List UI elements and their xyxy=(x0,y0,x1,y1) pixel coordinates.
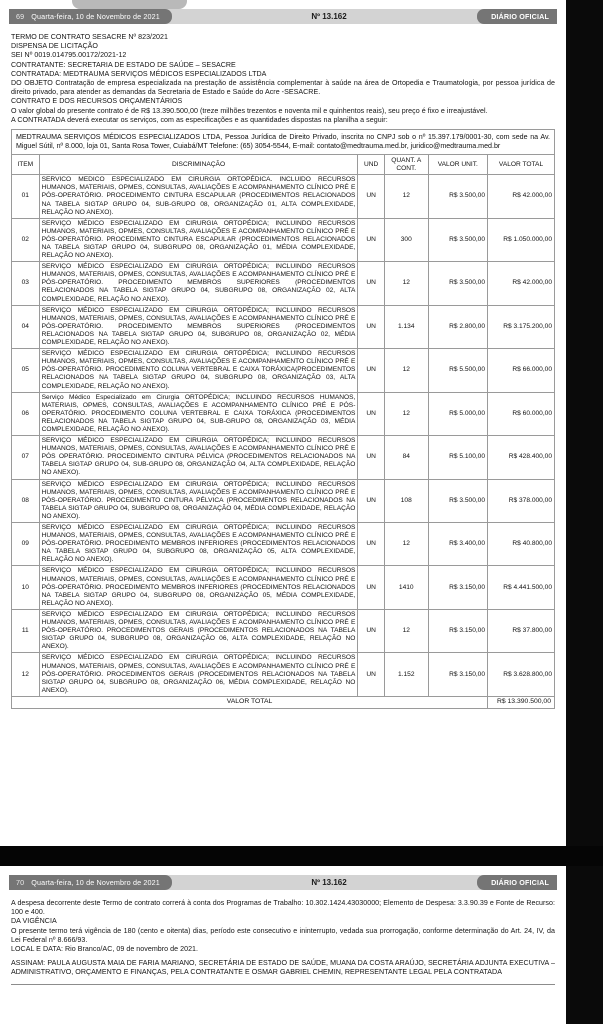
cell-item: 04 xyxy=(12,305,40,348)
table-row xyxy=(12,653,555,696)
cell-unit: UN xyxy=(358,305,385,348)
cell-unit: UN xyxy=(358,218,385,261)
validity-heading: DA VIGÊNCIA xyxy=(11,917,57,926)
cell-discrimination: SERVIÇO MÉDICO ESPECIALIZADO EM CIRURGIA ORTOPÉDICA; INCLUINDO RECURSOS HUMANOS, MATERIAIS, OPMES, CONSULTAS, AVALIAÇÕES E ACOMPANHAMENTO CLÍNICO PRÉ E PÓS OPERATÓRIO. PROCEDIMENTO CINTURA PÉLVICA (PROCEDIMENTOS RELACIONADOS NA TABELA SIGTAP GRUPO 04, SUB-GRUPO 08, ORGANIZAÇÃO 04, ALTA COMPLEXIDADE, RELAÇÃO NO ANEXO). xyxy=(39,436,358,479)
cell-unit-value: R$ 5.100,00 xyxy=(428,436,488,479)
cell-unit: UN xyxy=(358,436,385,479)
cell-unit: UN xyxy=(358,609,385,652)
contracted-company-details: MEDTRAUMA SERVIÇOS MÉDICOS ESPECIALIZADOS LTDA, Pessoa Jurídica de Direito Privado, inscrita no CNPJ sob o nº 15.397.179/0001-30, com sede na Av. Miguel Sútil, nº 8.000, loja 01, Santa Rosa Tower, Cuiabá/MT Telefone: (65) 3054-5544, E-mail: contato@medtrauma.med.br, juridico@medtrauma.med.br xyxy=(11,129,555,154)
cell-total-value: R$ 3.628.800,00 xyxy=(488,653,555,696)
cell-unit: UN xyxy=(358,175,385,218)
cell-unit-value: R$ 3.500,00 xyxy=(428,479,488,522)
masthead-date: Quarta-feira, 10 de Novembro de 2021 xyxy=(31,878,160,887)
cell-unit: UN xyxy=(358,653,385,696)
cell-total-value: R$ 1.050.000,00 xyxy=(488,218,555,261)
col-header-quantity-line1: QUANT. A xyxy=(391,157,422,165)
cell-item: 02 xyxy=(12,218,40,261)
cell-unit-value: R$ 3.150,00 xyxy=(428,609,488,652)
bidding-waiver-line: DISPENSA DE LICITAÇÃO xyxy=(11,42,98,51)
cell-quantity: 108 xyxy=(384,479,428,522)
viewer-right-margin xyxy=(566,0,603,1024)
table-row xyxy=(12,523,555,566)
masthead-left xyxy=(9,875,172,890)
contracting-party-line: CONTRATANTE: SECRETARIA DE ESTADO DE SAÚDE – SESACRE xyxy=(11,60,236,69)
table-row xyxy=(12,479,555,522)
grand-total-label: VALOR TOTAL xyxy=(12,696,488,708)
masthead-issue: Nº 13.162 xyxy=(164,875,486,890)
col-header-quantity-line2: CONT. xyxy=(396,164,417,172)
signatories-paragraph: ASSINAM: PAULA AUGUSTA MAIA DE FARIA MARIANO, SECRETÁRIA DE ESTADO DE SAÚDE, MUANA DA COSTA ARAÚJO, SECRETÁRIA ADJUNTA EXECUTIVA – ADMINISTRATIVO, ORÇAMENTO E FINANÇAS, PELA CONTRATANTE E OSMAR GABRIEL CHEMIN, REPRESENTANTE LEGAL PELA CONTRATADA xyxy=(11,959,555,977)
grand-total-row xyxy=(12,696,555,708)
page-separator-gap xyxy=(0,846,603,866)
object-paragraph: DO OBJETO Contratação de empresa especializada na prestação de assistência complementar à saúde na área de Ortopedia e Traumatologia, por pessoa jurídica de direito privado, para atender as demandas da Secretaria de Estado e Saúde do Acre -SESACRE. xyxy=(11,79,555,97)
col-header-quantity xyxy=(384,155,428,175)
cell-item: 01 xyxy=(12,175,40,218)
cell-item: 06 xyxy=(12,392,40,435)
cell-unit-value: R$ 5.500,00 xyxy=(428,349,488,392)
cell-quantity: 12 xyxy=(384,262,428,305)
budget-resources-line: CONTRATO E DOS RECURSOS ORÇAMENTÁRIOS xyxy=(11,97,183,106)
cell-discrimination: SERVIÇO MÉDICO ESPECIALIZADO EM CIRURGIA ORTOPÉDICA; INCLUINDO RECURSOS HUMANOS, MATERIAIS, OPMES, CONSULTAS, AVALIAÇÕES E ACOMPANHAMENTO CLÍNICO PRÉ E PÓS-OPERATÓRIO. PROCEDIMENTO MEMBROS SUPERIORES (PROCEDIMENTOS RELACIONADOS NA TABELA SIGTAP GRUPO 04, SUBGRUPO 08, ORGANIZAÇÃO 02, ALTA COMPLEXIDADE, RELAÇÃO NO ANEXO). xyxy=(39,262,358,305)
cell-unit: UN xyxy=(358,392,385,435)
col-header-total-value: VALOR TOTAL xyxy=(488,155,555,175)
table-row xyxy=(12,175,555,218)
table-row xyxy=(12,609,555,652)
masthead-publication: DIÁRIO OFICIAL xyxy=(477,875,557,890)
col-header-unit: UND xyxy=(358,155,385,175)
cell-unit-value: R$ 3.500,00 xyxy=(428,175,488,218)
table-row xyxy=(12,218,555,261)
cell-item: 07 xyxy=(12,436,40,479)
table-row xyxy=(12,262,555,305)
cell-unit-value: R$ 3.400,00 xyxy=(428,523,488,566)
cell-item: 08 xyxy=(12,479,40,522)
cell-quantity: 12 xyxy=(384,392,428,435)
cell-discrimination: SERVIÇO MÉDICO ESPECIALIZADO EM CIRURGIA ORTOPÉDICA; INCLUINDO RECURSOS HUMANOS, MATERIAIS, OPMES, CONSULTAS, AVALIAÇÕES E ACOMPANHAMENTO CLÍNICO PRÉ E PÓS-OPERATÓRIO. PROCEDIMENTO COLUNA VERTEBRAL E CAIXA TORÁXICA(PROCEDIMENTOS RELACIONADOS NA TABELA SIGTAP GRUPO 04, SUBGRUPO 08, ORGANIZAÇÃO 03, ALTA COMPLEXIDADE, RELAÇÃO NO ANEXO). xyxy=(39,349,358,392)
cell-item: 03 xyxy=(12,262,40,305)
col-header-discrimination: DISCRIMINAÇÃO xyxy=(39,155,358,175)
cell-quantity: 1.152 xyxy=(384,653,428,696)
cell-discrimination: Serviço Médico Especializado em Cirurgia ORTOPÉDICA; INCLUINDO RECURSOS HUMANOS, MATERIAIS, OPMES, CONSULTAS, AVALIAÇÕES E ACOMPANHAMENTO CLÍNICO PRÉ E PÓS-OPERATÓRIO. PROCEDIMENTO COLUNA VERTEBRAL E CAIXA TORÁXICA (PROCEDIMENTOS RELACIONADOS NA TABELA SIGTAP GRUPO 04, SUB-GRUPO 08, ORGANIZAÇÃO 03, MÉDIA COMPLEXIDADE, RELAÇÃO NO ANEXO). xyxy=(39,392,358,435)
cell-quantity: 300 xyxy=(384,218,428,261)
cell-total-value: R$ 428.400,00 xyxy=(488,436,555,479)
sei-number-line: SEI Nº 0019.014795.00172/2021-12 xyxy=(11,51,127,60)
cell-total-value: R$ 66.000,00 xyxy=(488,349,555,392)
place-and-date-line: LOCAL E DATA: Rio Branco/AC, 09 de novembro de 2021. xyxy=(11,945,199,954)
cell-total-value: R$ 40.800,00 xyxy=(488,523,555,566)
cell-quantity: 84 xyxy=(384,436,428,479)
cell-quantity: 1410 xyxy=(384,566,428,609)
cell-total-value: R$ 42.000,00 xyxy=(488,175,555,218)
global-value-paragraph: O valor global do presente contrato é de R$ 13.390.500,00 (treze milhões trezentos e noventa mil e quinhentos reais), seu preço é fixo e irreajustável. xyxy=(11,106,488,115)
page-70 xyxy=(0,866,566,1024)
cell-quantity: 12 xyxy=(384,523,428,566)
cell-item: 10 xyxy=(12,566,40,609)
cell-total-value: R$ 378.000,00 xyxy=(488,479,555,522)
cell-unit: UN xyxy=(358,566,385,609)
services-execution-line: A CONTRATADA deverá executar os serviços, com as especificações e as quantidades dispostas na planilha a seguir: xyxy=(11,115,388,124)
col-header-item: ITEM xyxy=(12,155,40,175)
items-table-foot xyxy=(12,696,555,708)
cell-unit-value: R$ 3.150,00 xyxy=(428,566,488,609)
cell-unit-value: R$ 2.800,00 xyxy=(428,305,488,348)
cell-total-value: R$ 37.800,00 xyxy=(488,609,555,652)
cell-quantity: 12 xyxy=(384,609,428,652)
page-number: 69 xyxy=(16,12,25,21)
cell-unit: UN xyxy=(358,523,385,566)
cell-item: 09 xyxy=(12,523,40,566)
items-table-head xyxy=(12,155,555,175)
cell-quantity: 1.134 xyxy=(384,305,428,348)
table-row xyxy=(12,305,555,348)
cell-total-value: R$ 42.000,00 xyxy=(488,262,555,305)
cell-quantity: 12 xyxy=(384,349,428,392)
cell-unit-value: R$ 3.500,00 xyxy=(428,218,488,261)
col-header-unit-value: VALOR UNIT. xyxy=(428,155,488,175)
cell-total-value: R$ 60.000,00 xyxy=(488,392,555,435)
cell-unit-value: R$ 3.150,00 xyxy=(428,653,488,696)
page-69-masthead xyxy=(9,9,557,24)
scan-artifact xyxy=(72,0,187,9)
table-header-row xyxy=(12,155,555,175)
masthead-issue: Nº 13.162 xyxy=(164,9,486,24)
table-row xyxy=(12,566,555,609)
table-row xyxy=(12,392,555,435)
cell-unit: UN xyxy=(358,349,385,392)
contract-term-line: TERMO DE CONTRATO SESACRE Nº 823/2021 xyxy=(11,33,168,41)
table-row xyxy=(12,349,555,392)
items-table-body xyxy=(12,175,555,697)
cell-quantity: 12 xyxy=(384,175,428,218)
cell-total-value: R$ 3.175.200,00 xyxy=(488,305,555,348)
cell-discrimination: SERVIÇO MÉDICO ESPECIALIZADO EM CIRURGIA ORTOPÉDICA; INCLUINDO RECURSOS HUMANOS, MATERIAIS, OPMES, CONSULTAS, AVALIAÇÕES E ACOMPANHAMENTO CLÍNICO PRÉ E PÓS-OPERATÓRIO. PROCEDIMENTO CINTURA PÉLVICA (PROCEDIMENTOS RELACIONADOS NA TABELA SIGTAP GRUPO 04, SUBGRUPO 08, ORGANIZAÇÃO 04, MÉDIA COMPLEXIDADE, RELAÇÃO NO ANEXO). xyxy=(39,479,358,522)
cell-item: 05 xyxy=(12,349,40,392)
cell-discrimination: SERVIÇO MÉDICO ESPECIALIZADO EM CIRURGIA ORTOPÉDICA; INCLUINDO RECURSOS HUMANOS, MATERIAIS, OPMES, CONSULTAS, AVALIAÇÕES E ACOMPANHAMENTO CLÍNICO PRÉ E PÓS-OPERATÓRIO. PROCEDIMENTO MEMBROS INFERIORES (PROCEDIMENTOS RELACIONADOS NA TABELA SIGTAP GRUPO 04, SUBGRUPO 08, ORGANIZAÇÃO 05, ALTA COMPLEXIDADE, RELAÇÃO NO ANEXO). xyxy=(39,523,358,566)
page-number: 70 xyxy=(16,878,25,887)
contracted-party-line: CONTRATADA: MEDTRAUMA SERVIÇOS MÉDICOS ESPECIALIZADOS LTDA xyxy=(11,69,267,78)
masthead-date: Quarta-feira, 10 de Novembro de 2021 xyxy=(31,12,160,21)
table-row xyxy=(12,436,555,479)
cell-total-value: R$ 4.441.500,00 xyxy=(488,566,555,609)
cell-discrimination: SERVIÇO MÉDICO ESPECIALIZADO EM CIRURGIA ORTOPÉDICA; INCLUINDO RECURSOS HUMANOS, MATERIAIS, OPMES, CONSULTAS, AVALIAÇÕES E ACOMPANHAMENTO CLÍNICO PRÉ E PÓS-OPERATÓRIO. PROCEDIMENTO MEMBROS SUPERIORES (PROCEDIMENTOS RELACIONADOS NA TABELA SIGTAP GRUPO 04, SUBGRUPO 08, ORGANIZAÇÃO 02, MÉDIA COMPLEXIDADE, RELAÇÃO NO ANEXO). xyxy=(39,305,358,348)
cell-unit: UN xyxy=(358,262,385,305)
cell-unit-value: R$ 3.500,00 xyxy=(428,262,488,305)
cell-item: 12 xyxy=(12,653,40,696)
masthead-left xyxy=(9,9,172,24)
cell-unit-value: R$ 5.000,00 xyxy=(428,392,488,435)
cell-discrimination: SERVIÇO MÉDICO ESPECIALIZADO EM CIRURGIA ORTOPÉDICA; INCLUINDO RECURSOS HUMANOS, MATERIAIS, OPMES, CONSULTAS, AVALIAÇÕES E ACOMPANHAMENTO CLÍNICO PRÉ E PÓS-OPERATÓRIO. PROCEDIMENTO MEMBROS INFERIORES (PROCEDIMENTOS RELACIONADOS NA TABELA SIGTAP GRUPO 04, SUBGRUPO 08, ORGANIZAÇÃO 05, MÉDIA COMPLEXIDADE, RELAÇÃO NO ANEXO). xyxy=(39,566,358,609)
cell-item: 11 xyxy=(12,609,40,652)
masthead-publication: DIÁRIO OFICIAL xyxy=(477,9,557,24)
page-70-masthead xyxy=(9,875,557,890)
page-69-body xyxy=(0,33,566,125)
validity-paragraph: O presente termo terá vigência de 180 (cento e oitenta) dias, período este consecutivo e ininterrupto, vedada sua prorrogação, conforme determinação do Art. 24, IV, da Lei Federal nº 8.666/93. xyxy=(11,926,555,944)
cell-discrimination: SERVIÇO MÉDICO ESPECIALIZADO EM CIRURGIA ORTOPÉDICA; INCLUINDO RECURSOS HUMANOS, MATERIAIS, OPMES, CONSULTAS, AVALIAÇÕES E ACOMPANHAMENTO CLÍNICO PRÉ E PÓS-OPERATÓRIO. PROCEDIMENTOS GERAIS (PROCEDIMENTOS RELACIONADOS NA TABELA SIGTAP GRUPO 04, SUBGRUPO 08, ORGANIZAÇÃO 06, MÉDIA COMPLEXIDADE, RELAÇÃO NO ANEXO). xyxy=(39,653,358,696)
section-divider xyxy=(11,984,555,985)
expense-paragraph: A despesa decorrente deste Termo de contrato correrá à conta dos Programas de Trabalho: 10.302.1424.43030000; Elemento de Despesa: 3.3.90.39 e Fonte de Recurso: 100 e 400. xyxy=(11,899,555,917)
grand-total-amount: R$ 13.390.500,00 xyxy=(488,696,555,708)
items-table xyxy=(11,154,555,709)
page-70-body xyxy=(0,899,566,978)
cell-discrimination: SERVIÇO MÉDICO ESPECIALIZADO EM CIRURGIA ORTOPÉDICA; INCLUINDO RECURSOS HUMANOS, MATERIAIS, OPMES, CONSULTAS, AVALIAÇÕES E ACOMPANHAMENTO CLÍNICO PRÉ E PÓS-OPERATÓRIO. PROCEDIMENTOS GERAIS (PROCEDIMENTOS RELACIONADOS NA TABELA SIGTAP GRUPO 04, SUBGRUPO 08, ORGANIZAÇÃO 06, ALTA COMPLEXIDADE, RELAÇÃO NO ANEXO). xyxy=(39,609,358,652)
cell-discrimination: SERVICO MEDICO ESPECIALIZADO EM CIRURGIA ORTOPÉDICA. INCLUIDO RECURSOS HUMANOS, MATERIAIS, OPMES, CONSULTAS, AVALIAÇÕES E ACOMPANHAMENTO CLÍNICO PRÉ E PÓS-OPERATÓRIO. PROCEDIMENTO CINTURA ESCAPULAR (PROCEDIMENTOS RELACIONADOS NA TABELA SIGTAP GRUPO 04, SUB-GRUPO 08, ORGANIZAÇÃO 01, ALTA COMPLEXIDADE, RELAÇÃO NO ANEXO). xyxy=(39,175,358,218)
cell-discrimination: SERVIÇO MÉDICO ESPECIALIZADO EM CIRURGIA ORTOPÉDICA; INCLUINDO RECURSOS HUMANOS, MATERIAIS, OPMES, CONSULTAS, AVALIAÇÕES E ACOMPANHAMENTO CLÍNICO PRÉ E PÓS-OPERATÓRIO. PROCEDIMENTO CINTURA ESCAPULAR (PROCEDIMENTOS RELACIONADOS NA TABELA SIGTAP GRUPO 04, SUBGRUPO 08, ORGANIZAÇÃO 01, MÉDIA COMPLEXIDADE, RELAÇÃO NO ANEXO). xyxy=(39,218,358,261)
cell-unit: UN xyxy=(358,479,385,522)
